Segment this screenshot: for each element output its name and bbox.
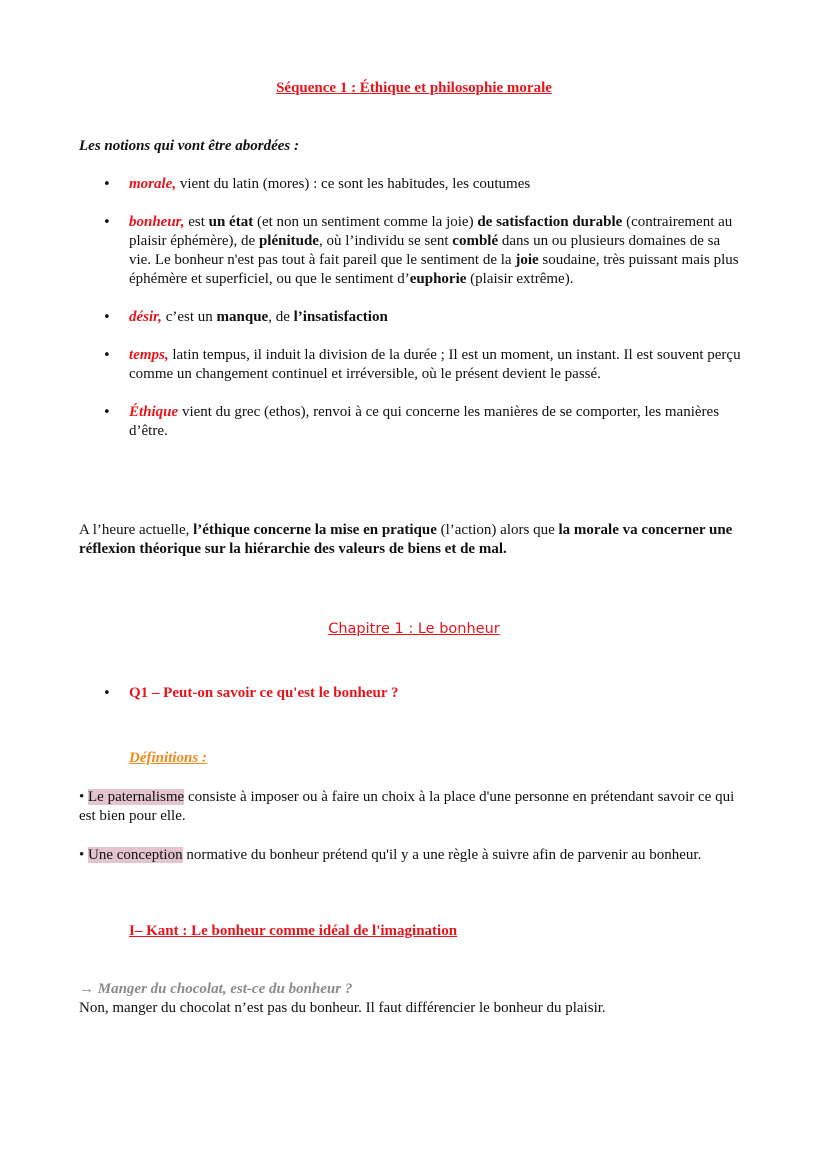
term: désir, xyxy=(129,309,162,325)
definition-text: consiste à imposer ou à faire un choix à la place d'une personne en prétendant savoir ce qui est bien pour elle. xyxy=(79,789,735,824)
bold-text: manque xyxy=(216,309,269,325)
sequence-title: Séquence 1 : Éthique et philosophie morale xyxy=(276,80,552,96)
list-item-temps xyxy=(0,346,741,384)
bold-text: comblé xyxy=(452,233,499,249)
text: (contrairement au plaisir éphémère), de xyxy=(129,214,733,249)
definition-text: vient du latin (mores) : ce sont les habitudes, les coutumes xyxy=(176,176,531,192)
chapter-title: Chapitre 1 : Le bonheur xyxy=(328,621,500,637)
chocolate-question: → Manger du chocolat, est-ce du bonheur ? xyxy=(79,981,353,997)
text: soudaine, très puissant mais plus éphémère et superficiel, ou que le sentiment d’ xyxy=(129,252,739,287)
bullet-char: • xyxy=(79,789,89,805)
bold-text: la morale va concerner une réflexion théorique sur la hiérarchie des valeurs de biens et de mal. xyxy=(79,522,733,557)
text: A l’heure actuelle, xyxy=(79,522,194,538)
text: (et non un sentiment comme la joie) xyxy=(253,214,478,230)
notions-heading: Les notions qui vont être abordées : xyxy=(79,138,299,154)
definition-text: vient du grec (ethos), renvoi à ce qui concerne les manières de se comporter, les manières d’être. xyxy=(129,404,720,439)
text: , où l’individu se sent xyxy=(318,233,453,249)
definition-text: normative du bonheur prétend qu'il y a une règle à suivre afin de parvenir au bonheur. xyxy=(182,847,702,863)
list-item-ethique xyxy=(0,403,741,441)
list-item-bonheur xyxy=(0,213,741,289)
bullet-icon: • xyxy=(103,405,111,420)
highlighted-term: Le paternalisme xyxy=(88,789,185,805)
text: (plaisir extrême). xyxy=(466,271,574,287)
list-item-desir xyxy=(0,308,741,327)
question-1-text: Q1 – Peut-on savoir ce qu'est le bonheur ? xyxy=(129,685,399,701)
bold-text: l’éthique concerne la mise en pratique xyxy=(193,522,437,538)
term: Éthique xyxy=(129,404,179,420)
term: temps, xyxy=(129,347,169,363)
definition-text: latin tempus, il induit la division de la durée ; Il est un moment, un instant. Il est souvent perçu comme un changement continuel et irréversible, où le présent devient le passé. xyxy=(129,347,741,382)
text: (l’action) alors que xyxy=(436,522,559,538)
summary-paragraph xyxy=(79,521,739,559)
bullet-icon: • xyxy=(103,177,111,192)
highlighted-term: Une conception xyxy=(88,847,183,863)
text: c’est un xyxy=(161,309,217,325)
bold-text: un état xyxy=(208,214,254,230)
list-item-morale xyxy=(0,175,741,194)
text: dans un ou plusieurs domaines de sa vie. Le bonheur n'est pas tout à fait pareil que le sentiment de la xyxy=(129,233,721,268)
bold-text: de satisfaction durable xyxy=(477,214,623,230)
bullet-icon: • xyxy=(103,686,111,701)
definition-paternalisme xyxy=(79,788,739,826)
text: , de xyxy=(268,309,294,325)
bullet-icon: • xyxy=(103,348,111,363)
chocolate-answer: Non, manger du chocolat n’est pas du bonheur. Il faut différencier le bonheur du plaisir. xyxy=(79,1000,606,1016)
definition-conception xyxy=(79,846,739,865)
bullet-icon: • xyxy=(103,310,111,325)
bullet-icon: • xyxy=(103,215,111,230)
bold-text: euphorie xyxy=(409,271,467,287)
bullet-char: • xyxy=(79,847,89,863)
section-title: I– Kant : Le bonheur comme idéal de l'imagination xyxy=(129,923,458,939)
definitions-heading: Définitions : xyxy=(129,750,207,766)
bold-text: joie xyxy=(515,252,539,268)
bold-text: l’insatisfaction xyxy=(293,309,388,325)
bold-text: plénitude xyxy=(258,233,319,249)
text: est xyxy=(184,214,209,230)
term: morale, xyxy=(129,176,177,192)
notions-list xyxy=(0,175,828,460)
term: bonheur, xyxy=(129,214,185,230)
